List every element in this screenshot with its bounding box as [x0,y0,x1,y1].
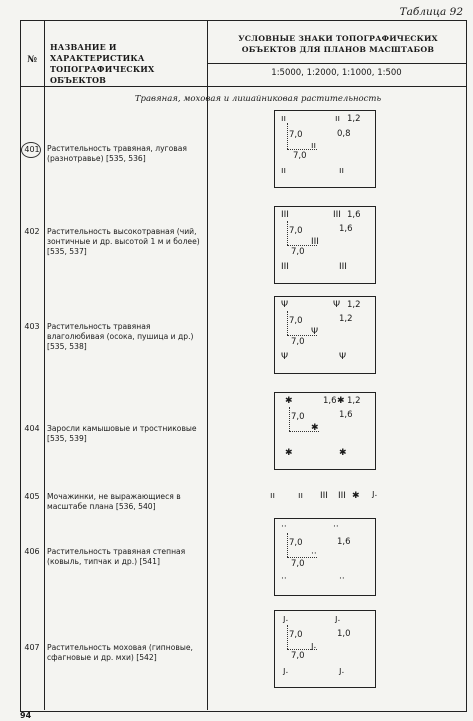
column-divider-signs [207,20,208,710]
moss-symbol: ȷ. [335,614,341,624]
grass-symbol: ıı [339,166,345,176]
tall-grass-symbol: III [311,237,319,247]
steppe-grass-symbol: ·· [333,522,339,532]
row-number: 405 [24,492,40,501]
dimension-label: 7,0 [289,630,303,640]
dimension-label: 7,0 [291,559,305,569]
reed-symbol: ✱ [311,423,319,433]
header-name: НАЗВАНИЕ И ХАРАКТЕРИСТИКА ТОПОГРАФИЧЕСКИХ ОБЪЕКТОВ [50,42,155,85]
wet-grass-symbol: Ψ [281,300,289,310]
row-name: Растительность травяная, луговая (разнотравье) [535, 536] [47,144,187,163]
dimension-label: 7,0 [291,412,305,422]
grass-symbol: ıı [270,491,276,501]
row-name: Заросли камышовые и тростниковые [535, 539] [47,424,197,443]
tall-grass-symbol: III [281,262,289,272]
reed-symbol: ✱ [337,396,345,406]
dimension-label: 7,0 [289,130,303,140]
dimension-label: 1,2 [339,314,353,324]
header-bottom-line [20,86,466,87]
row-number: 404 [24,424,40,433]
moss-symbol: ȷ. [283,666,289,676]
steppe-grass-symbol: ·· [311,549,317,559]
dimension-label: 7,0 [291,651,305,661]
steppe-grass-symbol: ·· [339,574,345,584]
sign-sample-401 [274,110,376,188]
dimension-label: 1,6 [337,537,351,547]
grass-symbol: ıı [335,114,341,124]
reed-symbol: ✱ [352,491,360,501]
steppe-grass-symbol: ·· [281,574,287,584]
table-label: Таблица 92 [399,6,463,18]
sign-sample-403 [274,296,376,374]
sign-sample-402 [274,206,376,284]
dimension-label: 0,8 [337,129,351,139]
dimension-label: 1,0 [337,629,351,639]
row-name: Мочажинки, не выражающиеся в масштабе плана [536, 540] [47,492,181,511]
row-name: Растительность травяная степная (ковыль, типчак и др.) [541] [47,547,186,566]
dimension-label: 1,6 [339,410,353,420]
grass-symbol: ıı [298,491,304,501]
moss-symbol: ȷ. [339,666,345,676]
reed-symbol: ✱ [285,396,293,406]
wet-grass-symbol: Ψ [333,300,341,310]
row-name: Растительность моховая (гипновые, сфагновые и др. мхи) [542] [47,643,193,662]
row-number: 407 [24,643,40,652]
dimension-label: 7,0 [289,226,303,236]
column-divider-number [44,20,45,710]
row-number: 403 [24,322,40,331]
moss-symbol: ȷ. [283,614,289,624]
table-frame [20,20,467,712]
tall-grass-symbol: III [333,210,341,220]
grass-symbol: ıı [281,114,287,124]
dimension-label: 7,0 [289,316,303,326]
dimension-label: 7,0 [291,247,305,257]
sign-sample-407 [274,610,376,688]
reed-symbol: ✱ [339,448,347,458]
row-number: 402 [24,227,40,236]
tall-grass-symbol: III [338,491,346,501]
grass-symbol: ıı [281,166,287,176]
tall-grass-symbol: III [320,491,328,501]
moss-symbol: ȷ. [311,641,317,651]
moss-symbol: ȷ. [372,489,378,499]
dimension-label: 7,0 [291,337,305,347]
header-scales: 1:5000, 1:2000, 1:1000, 1:500 [271,68,402,78]
dimension-label: 1,6 [347,210,361,220]
header-subdivider [207,63,466,64]
grass-symbol: ıı [311,141,317,151]
header-number: № [27,55,37,65]
tall-grass-symbol: III [281,210,289,220]
sign-sample-406 [274,518,376,596]
sign-sample-404 [274,392,376,470]
row-name: Растительность травяная влаголюбивая (осока, пушица и др.) [535, 538] [47,322,194,351]
wet-grass-symbol: Ψ [311,327,319,337]
dimension-label: 7,0 [293,151,307,161]
dimension-label: 1,2 [347,300,361,310]
page-number: 94 [20,711,32,720]
header-signs: УСЛОВНЫЕ ЗНАКИ ТОПОГРАФИЧЕСКИХ ОБЪЕКТОВ ДЛЯ ПЛАНОВ МАСШТАБОВ [238,34,438,54]
dimension-label: 1,6 [323,396,337,406]
row-number: 401 [24,145,40,154]
row-name: Растительность высокотравная (чий, зонтичные и др. высотой 1 м и более) [535, 537] [47,227,200,256]
dimension-label: 1,2 [347,396,361,406]
steppe-grass-symbol: ·· [281,522,287,532]
wet-grass-symbol: Ψ [339,352,347,362]
tall-grass-symbol: III [339,262,347,272]
section-title: Травяная, моховая и лишайниковая растительность [134,94,382,104]
reed-symbol: ✱ [285,448,293,458]
dimension-label: 1,2 [347,114,361,124]
wet-grass-symbol: Ψ [281,352,289,362]
row-number: 406 [24,547,40,556]
dimension-label: 1,6 [339,224,353,234]
dimension-label: 7,0 [289,538,303,548]
